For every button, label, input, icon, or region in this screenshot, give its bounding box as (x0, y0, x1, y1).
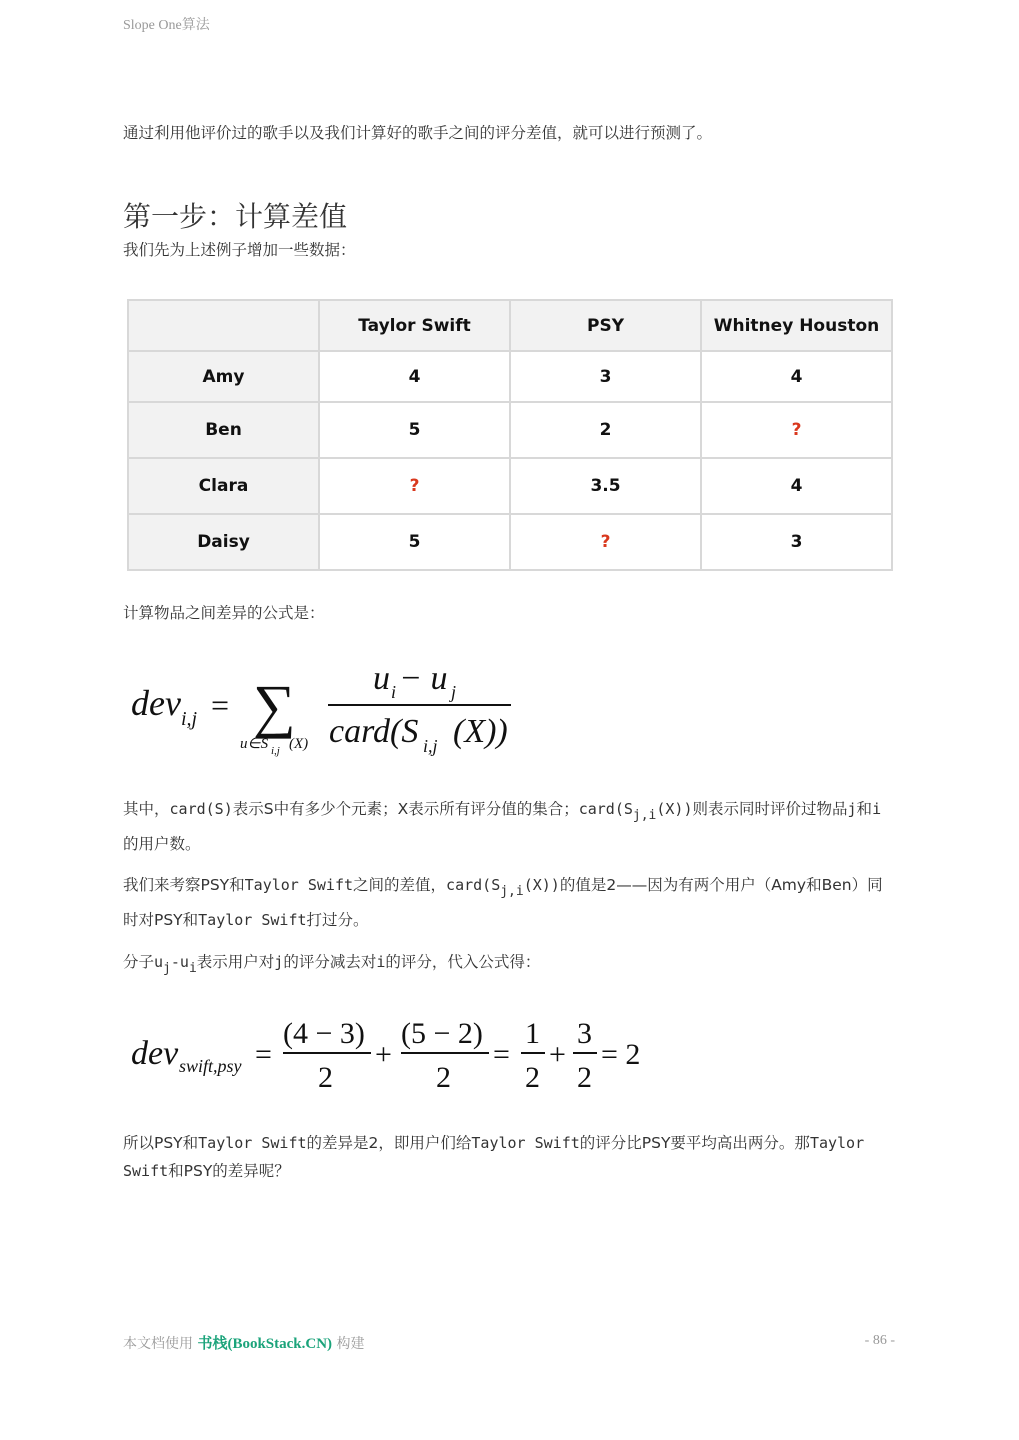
text: 则表示同时评价过物品 (692, 800, 848, 818)
numerator-u: u (373, 660, 390, 697)
formula-lhs: dev (131, 683, 181, 723)
fraction4-numerator: 3 (577, 1017, 592, 1050)
table-row (128, 514, 892, 570)
code: Taylor Swift (244, 876, 354, 894)
formula2-equals: = (255, 1038, 272, 1071)
fraction3-denominator: 2 (525, 1061, 540, 1094)
denominator-index: i,j (423, 736, 438, 756)
summation-symbol: ∑ (253, 673, 296, 739)
explain-numerator-paragraph (123, 948, 893, 983)
table-cell: 3 (701, 514, 892, 570)
unknown-rating-cell: ? (319, 458, 510, 514)
table-cell: 4 (701, 351, 892, 402)
explain-example-paragraph (123, 871, 893, 934)
text: 和 (856, 800, 873, 818)
code: card(S (578, 800, 633, 818)
page-number: - 86 - (864, 1333, 895, 1348)
table-cell: 4 (701, 458, 892, 514)
code: Taylor Swift (123, 1134, 865, 1180)
running-header: Slope One算法 (123, 18, 210, 33)
explain-card-paragraph (123, 795, 893, 858)
denominator-tail: (X)) (453, 713, 508, 750)
subscript: j,i (632, 808, 657, 823)
data-intro-paragraph: 我们先为上述例子增加一些数据： (123, 241, 356, 259)
column-header-whitney-houston: Whitney Houston (701, 300, 892, 351)
text: 之间的差值， (353, 876, 447, 894)
numerator-minus-u: − u (399, 660, 448, 697)
summation-subscript-index: i,j (271, 745, 280, 757)
summation-subscript: u∈S (240, 736, 269, 752)
text: 的值是2——因为有两个用户（Amy和Ben）同时对PSY和 (123, 876, 883, 929)
table-corner-cell (128, 300, 319, 351)
intro-paragraph: 通过利用他评价过的歌手以及我们计算好的歌手之间的评分差值，就可以进行预测了。 (123, 124, 713, 142)
table-cell: 5 (319, 514, 510, 570)
formula2-equals: = (493, 1038, 510, 1071)
formula2-plus: + (375, 1038, 392, 1071)
column-header-taylor-swift: Taylor Swift (319, 300, 510, 351)
subscript: i (188, 961, 197, 976)
summation-subscript-tail: (X) (289, 736, 309, 752)
deviation-formula (123, 658, 523, 762)
text: 的评分减去对 (283, 953, 377, 971)
row-header-ben: Ben (128, 402, 319, 458)
code: j (274, 953, 284, 971)
table-cell: 5 (319, 402, 510, 458)
formula2-plus: + (549, 1038, 566, 1071)
formula2-result: = 2 (601, 1038, 641, 1071)
footer-suffix: 构建 (332, 1336, 365, 1352)
formula-lhs-subscript: i,j (181, 708, 198, 730)
text: 和PSY的差异呢？ (168, 1162, 290, 1180)
code: -u (170, 953, 189, 971)
fraction2-denominator: 2 (436, 1061, 451, 1094)
text: 分子 (123, 953, 155, 971)
text: 的评分比PSY要平均高出两分。那 (579, 1134, 810, 1152)
text: 其中， (123, 800, 170, 818)
code: (X)) (523, 876, 560, 894)
row-header-clara: Clara (128, 458, 319, 514)
column-header-psy: PSY (510, 300, 701, 351)
formula2-lhs-subscript: swift,psy (179, 1056, 242, 1076)
text: 所以PSY和 (123, 1134, 199, 1152)
denominator-card: card(S (329, 713, 419, 750)
text: 的评分，代入公式得： (385, 953, 541, 971)
code: (X)) (656, 800, 693, 818)
code: i (872, 800, 882, 818)
text: 表示用户对 (196, 953, 275, 971)
fraction4-denominator: 2 (577, 1061, 592, 1094)
fraction1-denominator: 2 (318, 1061, 333, 1094)
table-row (128, 402, 892, 458)
footer-prefix: 本文档使用 (123, 1336, 198, 1352)
text: 打过分。 (306, 911, 369, 929)
row-header-daisy: Daisy (128, 514, 319, 570)
formula-equals: = (211, 687, 230, 723)
table-row (128, 458, 892, 514)
text: 表示S中有多少个元素；X表示所有评分值的集合； (232, 800, 579, 818)
code: Taylor Swift (198, 911, 307, 929)
example-calculation-formula (123, 1010, 663, 1100)
row-header-amy: Amy (128, 351, 319, 402)
bookstack-link[interactable]: 书栈(BookStack.CN) (197, 1336, 333, 1352)
text: 我们来考察PSY和 (123, 876, 245, 894)
unknown-rating-cell: ? (510, 514, 701, 570)
conclusion-paragraph (123, 1129, 893, 1185)
code: i (376, 953, 386, 971)
footer-credit (123, 1332, 365, 1353)
table-cell: 4 (319, 351, 510, 402)
ratings-table (127, 299, 893, 571)
code: Taylor Swift (198, 1134, 307, 1152)
subscript: j (163, 961, 171, 976)
numerator-j: j (451, 682, 457, 702)
section-heading: 第一步：计算差值 (123, 200, 348, 234)
table-cell: 2 (510, 402, 701, 458)
formula2-lhs: dev (131, 1035, 179, 1072)
table-row (128, 351, 892, 402)
text: 的用户数。 (123, 835, 201, 853)
fraction2-numerator: (5 − 2) (401, 1017, 483, 1050)
table-cell: 3 (510, 351, 701, 402)
code: Taylor Swift (471, 1134, 580, 1152)
formula-intro-paragraph: 计算物品之间差异的公式是： (123, 604, 325, 622)
fraction1-numerator: (4 − 3) (283, 1017, 365, 1050)
text: 的差异是2，即用户们给 (306, 1134, 472, 1152)
code: j (847, 800, 857, 818)
unknown-rating-cell: ? (701, 402, 892, 458)
table-cell: 3.5 (510, 458, 701, 514)
fraction3-numerator: 1 (525, 1017, 540, 1050)
subscript: j,i (500, 884, 524, 899)
code: card(S (446, 876, 501, 894)
code: card(S) (169, 800, 233, 818)
code: u (154, 953, 164, 971)
table-header-row (128, 300, 892, 351)
numerator-i: i (391, 682, 397, 702)
